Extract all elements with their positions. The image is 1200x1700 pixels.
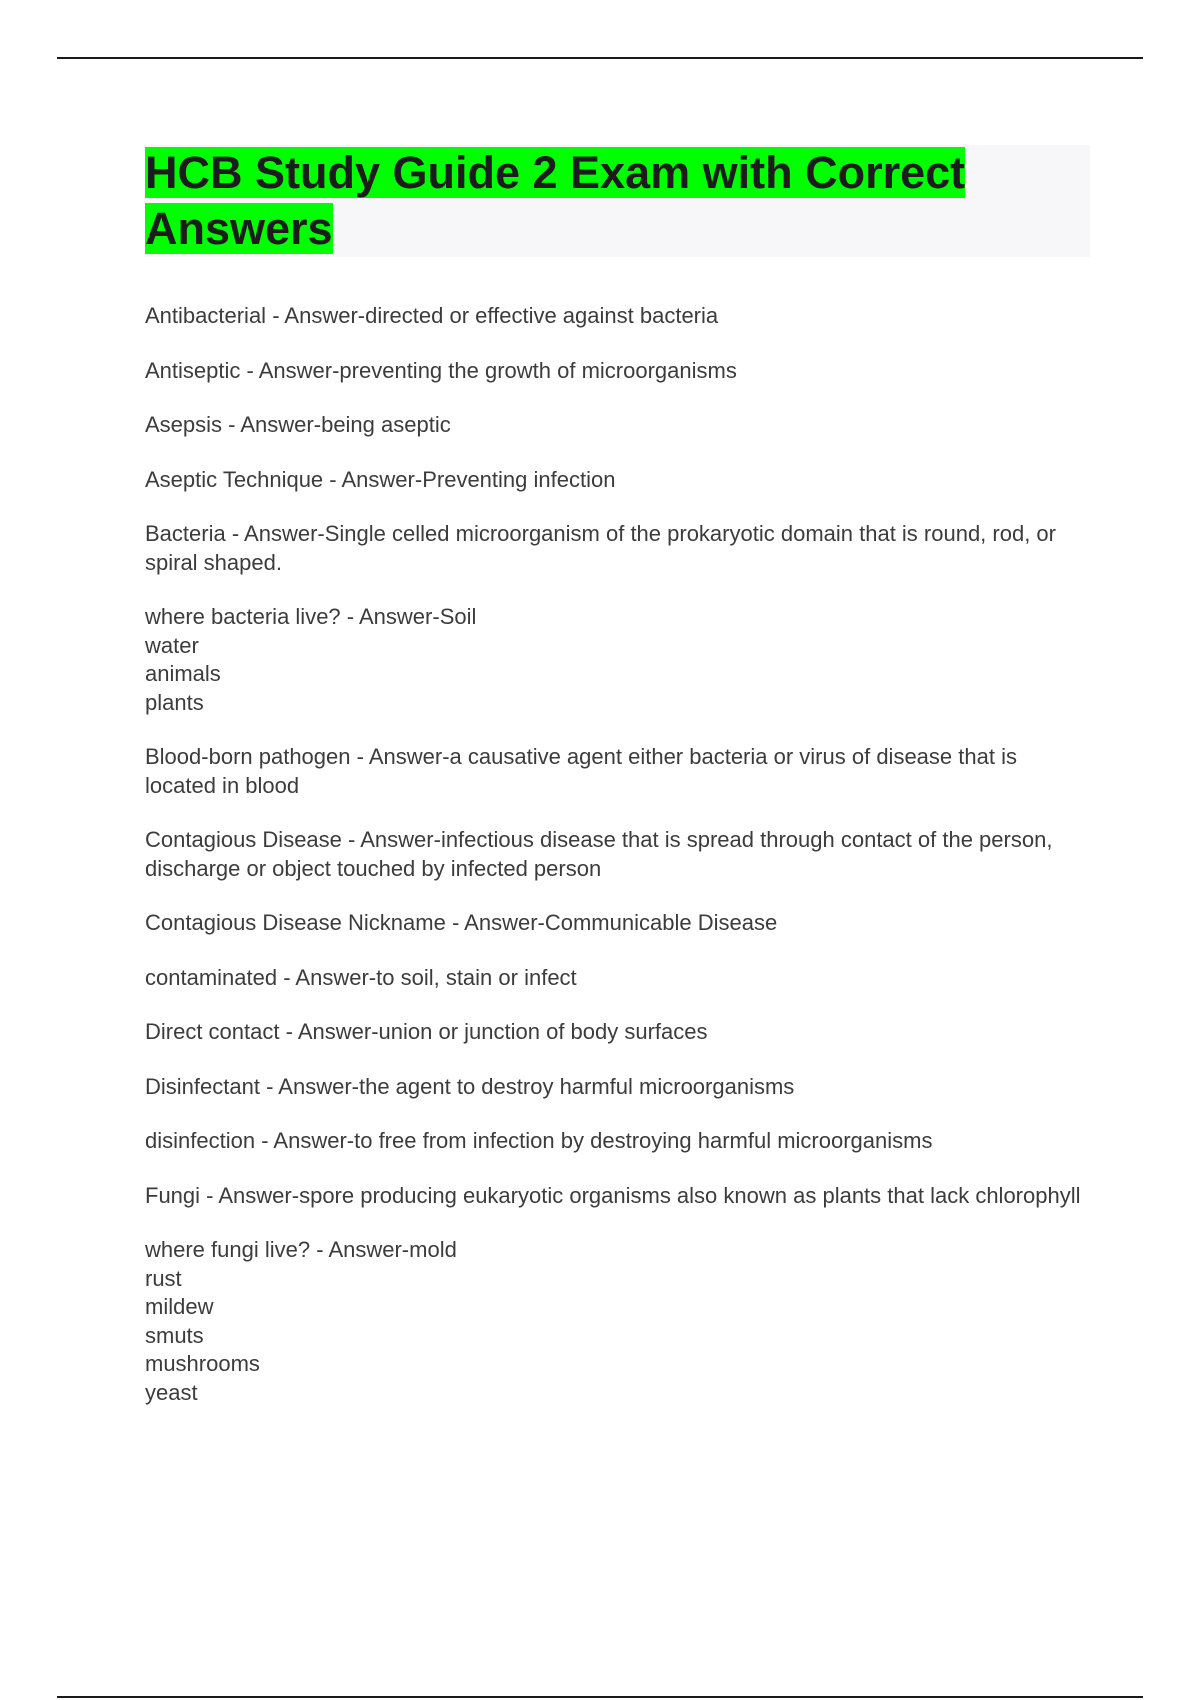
document-title [145, 145, 1025, 257]
entry-line [145, 411, 1090, 440]
entry-term: disinfection [145, 1128, 256, 1153]
entry-separator: - Answer- [200, 1182, 300, 1208]
entry-answer: to soil, stain or infect [376, 964, 577, 990]
entry-line [145, 964, 1090, 993]
entry-line [145, 1236, 1090, 1265]
entry-extra-line: animals [145, 661, 221, 686]
entry-separator: - Answer- [341, 827, 441, 852]
entry-line [145, 1127, 1090, 1156]
entry-answer: to free from infection by destroying harmful microorganisms [354, 1128, 933, 1153]
entry-term: Aseptic Technique [145, 466, 324, 492]
entry-answer: Preventing infection [422, 466, 616, 492]
entry-separator: - Answer- [259, 1073, 359, 1099]
study-entry [145, 826, 1090, 883]
entry-separator: - Answer- [266, 303, 366, 328]
study-entry [145, 909, 1090, 938]
study-entry [145, 1073, 1090, 1102]
study-entry [145, 603, 1090, 717]
entry-list [145, 302, 1090, 1407]
entry-line [145, 357, 1090, 386]
entry-term: Direct contact [145, 1019, 280, 1044]
entry-separator: - Answer- [222, 412, 322, 437]
entry-answer: directed or effective against bacteria [365, 303, 719, 328]
entry-answer: Communicable Disease [544, 910, 778, 935]
entry-line [145, 603, 1090, 632]
entry-separator: - Answer- [350, 744, 450, 769]
entry-term: Fungi [145, 1182, 201, 1208]
entry-line [145, 1182, 1090, 1211]
entry-separator: - Answer- [323, 466, 423, 492]
entry-term: Antibacterial [145, 303, 267, 328]
entry-line [145, 909, 1090, 938]
study-entry [145, 302, 1090, 331]
study-entry [145, 743, 1090, 800]
entry-answer: preventing the growth of microorganisms [339, 357, 737, 383]
study-entry [145, 520, 1090, 577]
entry-term: Disinfectant [145, 1073, 260, 1099]
entry-line [145, 466, 1090, 495]
entry-line [145, 520, 1090, 577]
entry-term: Blood-born pathogen [145, 744, 351, 769]
entry-extra-line: plants [145, 689, 204, 715]
entry-extra-line: yeast [145, 1379, 198, 1405]
entry-term: Bacteria [145, 521, 226, 546]
title-highlight: HCB Study Guide 2 Exam with Correct Answers [145, 147, 966, 254]
document-body [145, 145, 1090, 1433]
entry-term: Contagious Disease [145, 827, 342, 852]
entry-answer: a causative agent either bacteria or virus of disease that is located in blood [145, 744, 1017, 798]
entry-term: contaminated [145, 964, 278, 990]
entry-term: where bacteria live? [145, 604, 341, 629]
entry-answer: spore producing eukaryotic organisms also known as plants that lack chlorophyll [299, 1182, 1081, 1208]
header-rule [57, 57, 1143, 59]
entry-separator: - Answer- [310, 1237, 410, 1262]
entry-extra-line: rust [145, 1265, 182, 1291]
entry-separator: - Answer- [279, 1019, 379, 1044]
entry-separator: - Answer- [340, 604, 440, 629]
entry-term: Contagious Disease Nickname [145, 910, 446, 935]
entry-extra-line: mushrooms [145, 1351, 260, 1376]
entry-line [145, 826, 1090, 883]
title-block [145, 145, 1090, 257]
entry-line [145, 1018, 1090, 1047]
entry-answer: mold [409, 1237, 457, 1262]
entry-answer: being aseptic [321, 412, 451, 437]
entry-answer: the agent to destroy harmful microorganisms [358, 1073, 795, 1099]
entry-term: where fungi live? [145, 1237, 311, 1262]
entry-term: Asepsis [145, 412, 223, 437]
study-entry [145, 1182, 1090, 1211]
study-entry [145, 1018, 1090, 1047]
entry-extra-line: mildew [145, 1294, 214, 1319]
entry-answer: Soil [439, 604, 477, 629]
entry-separator: - Answer- [445, 910, 545, 935]
study-entry [145, 466, 1090, 495]
entry-extra-line: water [145, 632, 199, 658]
entry-separator: - Answer- [255, 1128, 355, 1153]
entry-answer: infectious disease that is spread through contact of the person, discharge or object touched by infected person [145, 827, 1053, 881]
entry-answer: Single celled microorganism of the prokaryotic domain that is round, rod, or spiral shaped. [145, 521, 1056, 575]
entry-separator: - Answer- [225, 521, 325, 546]
entry-term: Antiseptic [145, 357, 241, 383]
entry-line [145, 302, 1090, 331]
entry-line [145, 1073, 1090, 1102]
entry-separator: - Answer- [277, 964, 377, 990]
study-entry [145, 411, 1090, 440]
study-entry [145, 1236, 1090, 1407]
footer-rule [57, 1696, 1143, 1698]
entry-line [145, 743, 1090, 800]
entry-answer: union or junction of body surfaces [378, 1019, 708, 1044]
entry-separator: - Answer- [240, 357, 340, 383]
entry-extra-line: smuts [145, 1322, 204, 1348]
study-entry [145, 964, 1090, 993]
study-entry [145, 357, 1090, 386]
study-entry [145, 1127, 1090, 1156]
